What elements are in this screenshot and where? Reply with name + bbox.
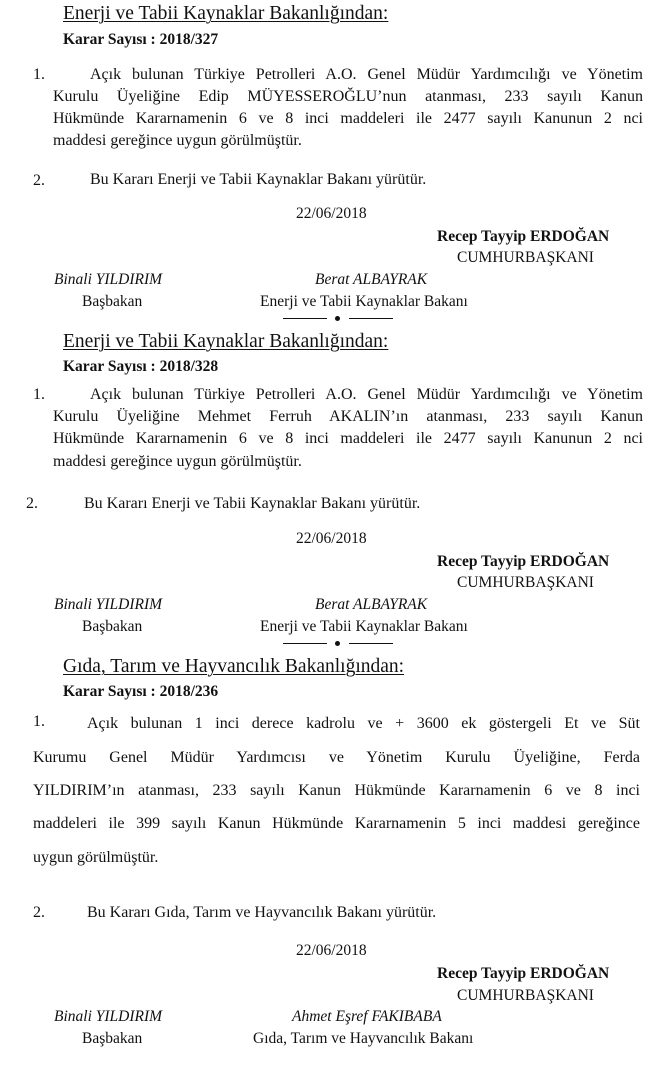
item-number-2: 2. <box>33 172 45 189</box>
president-title: CUMHURBAŞKANI <box>457 987 594 1004</box>
item-1-line: maddesi gereğince uygun görülmüştür. <box>53 132 302 149</box>
signer-1-title: Başbakan <box>82 618 143 635</box>
ministry-heading: Gıda, Tarım ve Hayvancılık Bakanlığından: <box>63 656 405 677</box>
signer-2-name: Berat ALBAYRAK <box>315 271 428 288</box>
item-number-1: 1. <box>33 386 45 403</box>
item-1-line: maddesi gereğince uygun görülmüştür. <box>53 453 302 470</box>
president-name: Recep Tayyip ERDOĞAN <box>437 965 610 982</box>
item-1-line: Kurulu Üyeliğine Mehmet Ferruh AKALIN’ın atanması, 233 sayılı Kanun <box>53 408 643 425</box>
item-1-line: Açık bulunan Türkiye Petrolleri A.O. Genel Müdür Yardımcılığı ve Yönetim <box>90 386 643 403</box>
signer-1-name: Binali YILDIRIM <box>54 1008 163 1025</box>
signer-1-title: Başbakan <box>82 293 143 310</box>
decision-number: Karar Sayısı : 2018/327 <box>63 31 219 48</box>
item-2-text: Bu Kararı Enerji ve Tabii Kaynaklar Bakanı yürütür. <box>84 495 421 512</box>
item-1-line: Kurumu Genel Müdür Yardımcısı ve Yönetim Kurulu Üyeliğine, Ferda <box>33 749 640 766</box>
president-name: Recep Tayyip ERDOĞAN <box>437 553 610 570</box>
section-separator <box>283 314 393 324</box>
president-title: CUMHURBAŞKANI <box>457 574 594 591</box>
item-1-line: Kurulu Üyeliğine Edip MÜYESSEROĞLU’nun atanması, 233 sayılı Kanun <box>53 88 643 105</box>
signer-2-name: Berat ALBAYRAK <box>315 596 428 613</box>
decision-date: 22/06/2018 <box>296 205 367 222</box>
president-name: Recep Tayyip ERDOĞAN <box>437 228 610 245</box>
item-1-line: Hükmünde Kararnamenin 6 ve 8 inci maddeleri ile 2477 sayılı Kanunun 2 nci <box>53 110 643 127</box>
item-number-2: 2. <box>33 904 45 921</box>
item-2-text: Bu Kararı Gıda, Tarım ve Hayvancılık Bakanı yürütür. <box>87 904 437 921</box>
item-1-line: Hükmünde Kararnamenin 6 ve 8 inci maddeleri ile 2477 sayılı Kanunun 2 nci <box>53 430 643 447</box>
item-number-1: 1. <box>33 713 45 730</box>
signer-1-title: Başbakan <box>82 1030 143 1047</box>
decision-number: Karar Sayısı : 2018/328 <box>63 358 219 375</box>
ministry-heading: Enerji ve Tabii Kaynaklar Bakanlığından: <box>63 331 389 352</box>
signer-2-name: Ahmet Eşref FAKIBABA <box>292 1008 442 1025</box>
decision-number: Karar Sayısı : 2018/236 <box>63 683 219 700</box>
item-number-2: 2. <box>26 495 38 512</box>
signer-1-name: Binali YILDIRIM <box>54 596 163 613</box>
ministry-heading: Enerji ve Tabii Kaynaklar Bakanlığından: <box>63 3 389 24</box>
decision-date: 22/06/2018 <box>296 942 367 959</box>
section-separator <box>283 639 393 649</box>
item-1-line: uygun görülmüştür. <box>33 849 159 866</box>
item-2-text: Bu Kararı Enerji ve Tabii Kaynaklar Bakanı yürütür. <box>90 171 427 188</box>
item-1-line: YILDIRIM’ın atanması, 233 sayılı Kanun Hükmünde Kararnamenin 6 ve 8 inci <box>33 782 640 799</box>
president-title: CUMHURBAŞKANI <box>457 249 594 266</box>
signer-1-name: Binali YILDIRIM <box>54 271 163 288</box>
item-1-line: maddeleri ile 399 sayılı Kanun Hükmünde Kararnamenin 5 inci maddesi gereğince <box>33 815 640 832</box>
item-number-1: 1. <box>33 66 45 83</box>
item-1-line: Açık bulunan Türkiye Petrolleri A.O. Genel Müdür Yardımcılığı ve Yönetim <box>90 66 643 83</box>
item-1-line: Açık bulunan 1 inci derece kadrolu ve + 3600 ek göstergeli Et ve Süt <box>87 715 640 732</box>
signer-2-title: Enerji ve Tabii Kaynaklar Bakanı <box>260 293 468 310</box>
signer-2-title: Gıda, Tarım ve Hayvancılık Bakanı <box>253 1030 474 1047</box>
decision-date: 22/06/2018 <box>296 530 367 547</box>
signer-2-title: Enerji ve Tabii Kaynaklar Bakanı <box>260 618 468 635</box>
